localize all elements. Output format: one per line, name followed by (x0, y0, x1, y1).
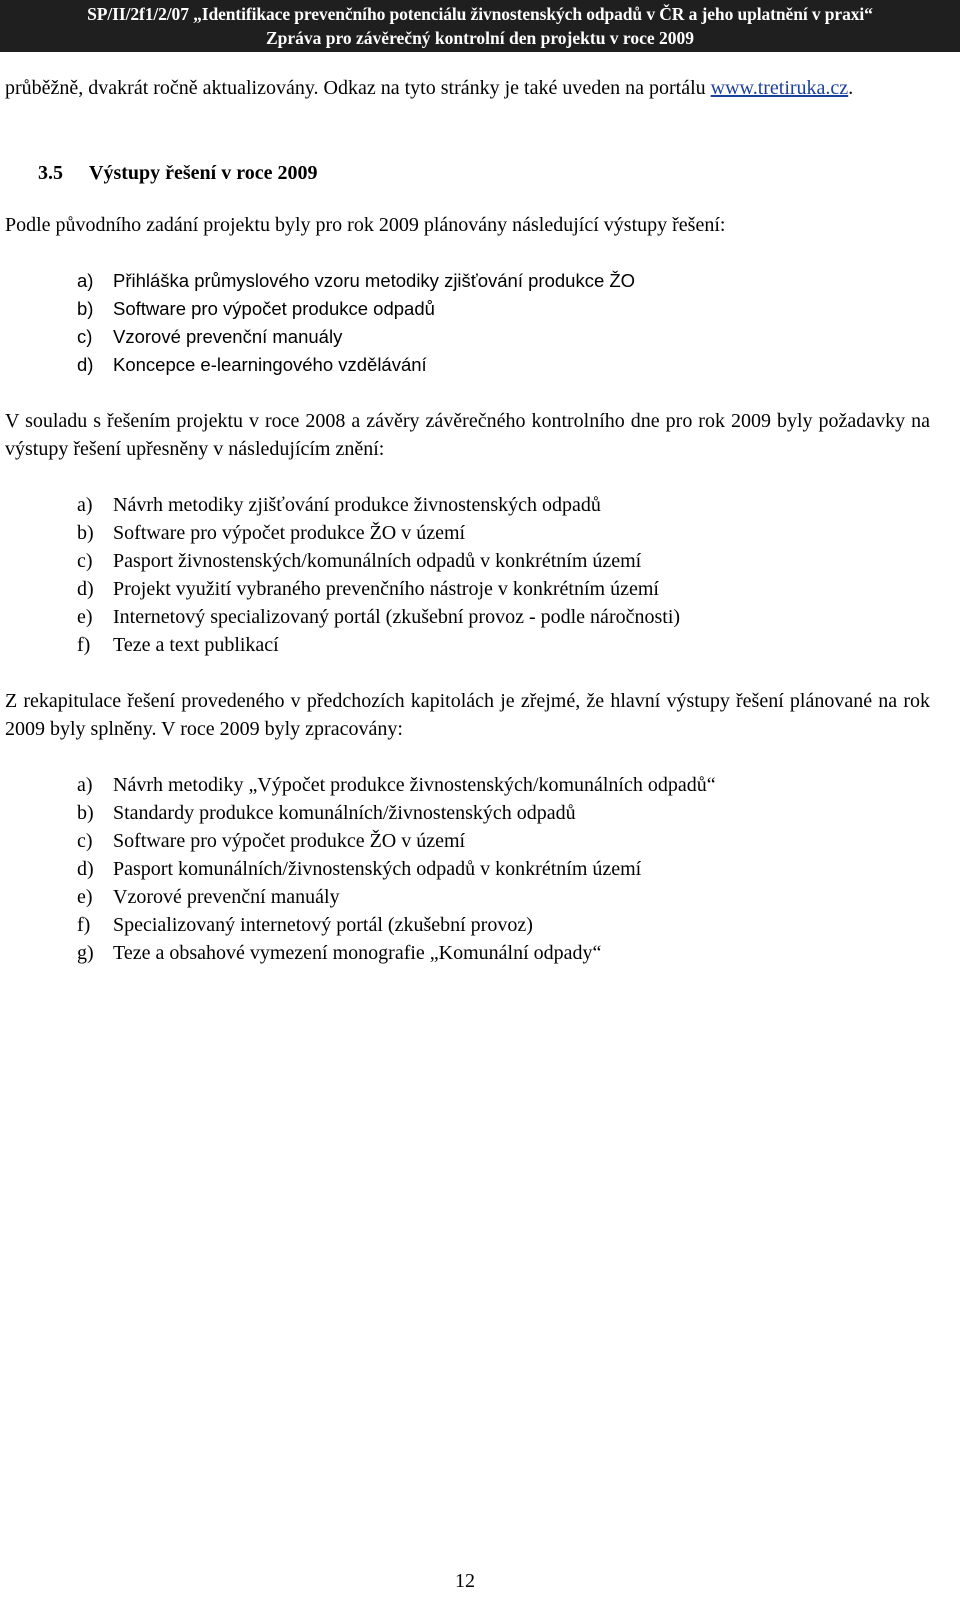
list-item-text: Teze a text publikací (113, 634, 279, 656)
list-item-text: Koncepce e-learningového vzdělávání (113, 354, 427, 375)
paragraph-period: . (848, 77, 854, 99)
refined-outputs-list (5, 491, 930, 659)
list-marker: b) (77, 802, 94, 824)
completed-outputs-list (5, 771, 930, 967)
list-item-text: Návrh metodiky „Výpočet produkce živnostenských/komunálních odpadů“ (113, 774, 716, 796)
list-item (77, 575, 930, 603)
list-marker: b) (77, 522, 94, 544)
list-item (77, 911, 930, 939)
recap-paragraph: Z rekapitulace řešení provedeného v předchozích kapitolách je zřejmé, že hlavní výstupy řešení plánované na rok 2009 byly splněny. V roce 2009 byly zpracovány: (5, 690, 930, 740)
list-item (77, 883, 930, 911)
list-marker: g) (77, 942, 94, 964)
list-item (77, 827, 930, 855)
list-item (77, 547, 930, 575)
list-item-text: Vzorové prevenční manuály (113, 326, 343, 347)
planned-outputs-list (5, 267, 930, 379)
list-item (77, 267, 930, 295)
list-marker: b) (77, 298, 94, 319)
list-marker: e) (77, 886, 93, 908)
portal-link[interactable]: www.tretiruka.cz (710, 77, 849, 99)
list-marker: f) (77, 914, 91, 936)
list-item-text: Vzorové prevenční manuály (113, 886, 340, 908)
page-header (0, 0, 960, 52)
list-item (77, 603, 930, 631)
list-item (77, 855, 930, 883)
list-marker: a) (77, 270, 94, 291)
list-item (77, 323, 930, 351)
list-item-text: Software pro výpočet produkce ŽO v území (113, 522, 466, 544)
intro-paragraph: Podle původního zadání projektu byly pro rok 2009 plánovány následující výstupy řešení: (5, 214, 726, 236)
section-title: Výstupy řešení v roce 2009 (89, 162, 318, 184)
list-item (77, 491, 930, 519)
list-item (77, 799, 930, 827)
section-number: 3.5 (38, 162, 63, 184)
list-marker: a) (77, 774, 93, 796)
list-marker: d) (77, 354, 94, 375)
list-item-text: Standardy produkce komunálních/živnostenských odpadů (113, 802, 576, 824)
section-heading (38, 159, 930, 187)
list-marker: e) (77, 606, 93, 628)
list-item (77, 351, 930, 379)
requirements-paragraph: V souladu s řešením projektu v roce 2008 a závěry závěrečného kontrolního dne pro rok 2009 byly požadavky na výstupy řešení upřesněny v následujícím znění: (5, 410, 930, 460)
page-number: 12 (455, 1570, 475, 1592)
list-item-text: Software pro výpočet produkce ŽO v území (113, 830, 466, 852)
list-item (77, 771, 930, 799)
list-item-text: Specializovaný internetový portál (zkušební provoz) (113, 914, 533, 936)
list-item-text: Pasport živnostenských/komunálních odpadů v konkrétním území (113, 550, 642, 572)
list-item (77, 939, 930, 967)
list-item-text: Přihláška průmyslového vzoru metodiky zjišťování produkce ŽO (113, 270, 636, 291)
list-item-text: Návrh metodiky zjišťování produkce živnostenských odpadů (113, 494, 601, 516)
list-marker: c) (77, 326, 93, 347)
header-project-title: SP/II/2f1/2/07 „Identifikace prevenčního potenciálu živnostenských odpadů v ČR a jeho uplatnění v praxi“ (87, 4, 873, 24)
paragraph-text: průběžně, dvakrát ročně aktualizovány. Odkaz na tyto stránky je také uveden na portálu (5, 77, 706, 99)
list-marker: d) (77, 578, 94, 600)
list-item-text: Teze a obsahové vymezení monografie „Komunální odpady“ (113, 942, 602, 964)
list-item (77, 631, 930, 659)
list-marker: d) (77, 858, 94, 880)
list-marker: c) (77, 830, 93, 852)
list-item-text: Pasport komunálních/živnostenských odpadů v konkrétním území (113, 858, 642, 880)
header-report-title: Zpráva pro závěrečný kontrolní den projektu v roce 2009 (265, 28, 695, 48)
list-item (77, 519, 930, 547)
list-item-text: Projekt využití vybraného prevenčního nástroje v konkrétním území (113, 578, 659, 600)
list-item (77, 295, 930, 323)
paragraph-continued (5, 74, 930, 102)
list-item-text: Software pro výpočet produkce odpadů (113, 298, 435, 319)
document-body (5, 74, 930, 967)
list-item-text: Internetový specializovaný portál (zkušební provoz - podle náročnosti) (113, 606, 681, 628)
list-marker: c) (77, 550, 93, 572)
list-marker: a) (77, 494, 93, 516)
list-marker: f) (77, 634, 91, 656)
